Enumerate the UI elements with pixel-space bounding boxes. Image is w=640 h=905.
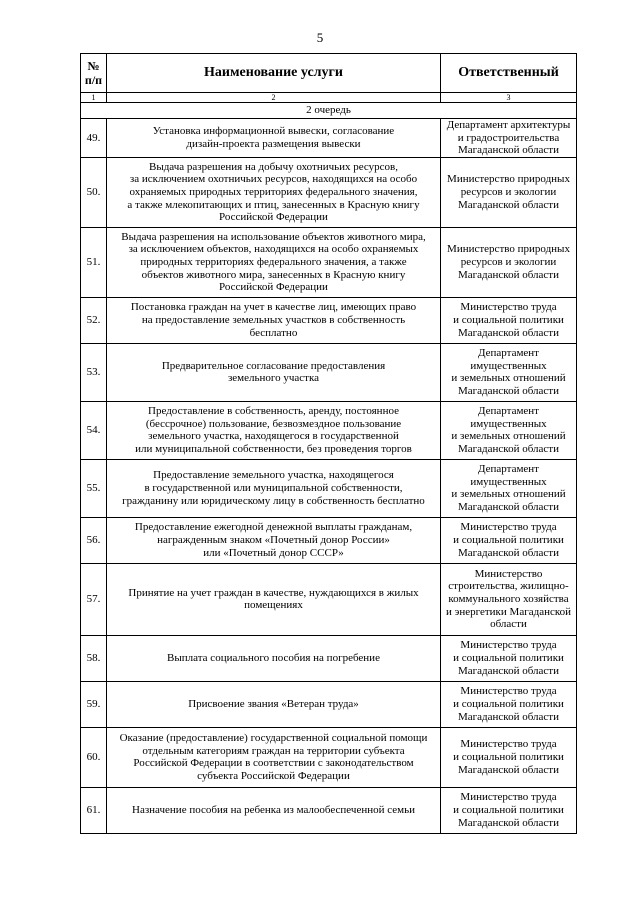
service-name-line: бесплатно xyxy=(249,326,298,339)
service-name-line: награжденным знаком «Почетный донор России» xyxy=(157,533,390,546)
row-number: 51. xyxy=(81,227,107,297)
service-name-line: Предоставление в собственность, аренду, постоянное xyxy=(148,405,399,418)
responsible-cell xyxy=(441,227,577,297)
table-row xyxy=(81,157,577,227)
responsible-line: Магаданской области xyxy=(458,384,559,397)
responsible-line: и социальной политики xyxy=(453,750,564,763)
table-row xyxy=(81,727,577,787)
responsible-line: области xyxy=(490,618,527,631)
responsible-line: и социальной политики xyxy=(453,697,564,710)
column-number: 1 xyxy=(81,93,107,103)
table-row xyxy=(81,227,577,297)
table-row xyxy=(81,401,577,459)
service-name-line: гражданину или юридическому лицу в собственность бесплатно xyxy=(122,494,425,507)
table-row xyxy=(81,563,577,635)
responsible-cell xyxy=(441,563,577,635)
service-name-line: Выдача разрешения на использование объектов животного мира, xyxy=(121,230,426,243)
responsible-line: и социальной политики xyxy=(453,313,564,326)
service-name-line: помещениях xyxy=(244,599,303,612)
responsible-line: Магаданской области xyxy=(458,442,559,455)
row-number: 61. xyxy=(81,787,107,833)
service-name-line: а также млекопитающих и птиц, занесенных в Красную книгу xyxy=(127,198,420,211)
responsible-line: Министерство труда xyxy=(460,738,557,751)
responsible-line: Магаданской области xyxy=(458,664,559,677)
responsible-cell xyxy=(441,157,577,227)
service-name-cell xyxy=(107,681,441,727)
responsible-cell xyxy=(441,343,577,401)
service-name-line: природных территориях федерального значения, а также xyxy=(140,255,407,268)
row-number: 54. xyxy=(81,401,107,459)
service-name-cell xyxy=(107,401,441,459)
table-row xyxy=(81,297,577,343)
responsible-cell xyxy=(441,297,577,343)
services-table xyxy=(80,53,577,834)
service-name-line: земельного участка, находящегося в государственной xyxy=(148,430,399,443)
table-row xyxy=(81,635,577,681)
table-row xyxy=(81,343,577,401)
service-name-cell xyxy=(107,517,441,563)
responsible-line: строительства, жилищно- xyxy=(448,580,569,593)
service-name-line: Предварительное согласование предоставления xyxy=(161,359,386,372)
responsible-line: и социальной политики xyxy=(453,533,564,546)
header-number xyxy=(81,54,107,93)
service-name-cell xyxy=(107,119,441,158)
responsible-cell xyxy=(441,401,577,459)
responsible-line: Магаданской области xyxy=(458,710,559,723)
responsible-line: Министерство труда xyxy=(460,685,557,698)
responsible-line: Магаданской области xyxy=(458,144,559,157)
responsible-line: Министерство труда xyxy=(460,791,557,804)
responsible-line: и социальной политики xyxy=(453,651,564,664)
responsible-line: имущественных xyxy=(470,417,547,430)
responsible-line: Министерство природных xyxy=(447,173,570,186)
row-number: 60. xyxy=(81,727,107,787)
responsible-line: Департамент xyxy=(477,463,539,476)
service-name-line: Присвоение звания «Ветеран труда» xyxy=(188,697,359,710)
service-name-line: в государственной или муниципальной собственности, xyxy=(144,481,403,494)
service-name-cell xyxy=(107,635,441,681)
service-name-line: отдельным категориям граждан на территории субъекта xyxy=(142,744,405,757)
responsible-cell xyxy=(441,787,577,833)
responsible-line: и земельных отношений xyxy=(451,488,566,501)
column-numbers-row xyxy=(81,93,577,103)
responsible-line: Департамент архитектуры xyxy=(446,119,571,131)
service-name-line: Назначение пособия на ребенка из малообеспеченной семьи xyxy=(132,803,415,816)
row-number: 52. xyxy=(81,297,107,343)
service-name-line: (бессрочное) пользование, безвозмездное пользование xyxy=(145,417,402,430)
responsible-cell xyxy=(441,681,577,727)
responsible-line: Департамент xyxy=(477,405,539,418)
header-responsible: Ответственный xyxy=(441,54,577,93)
row-number: 57. xyxy=(81,563,107,635)
service-name-line: Установка информационной вывески, согласование xyxy=(152,125,395,138)
service-name-line: объектов животного мира, занесенных в Красную книгу xyxy=(141,268,406,281)
responsible-line: и социальной политики xyxy=(453,803,564,816)
table-row xyxy=(81,517,577,563)
column-number: 2 xyxy=(107,93,441,103)
responsible-cell xyxy=(441,459,577,517)
responsible-line: и земельных отношений xyxy=(451,372,566,385)
service-name-line: Оказание (предоставление) государственной социальной помощи xyxy=(119,732,428,745)
service-name-line: Выплата социального пособия на погребение xyxy=(167,651,380,664)
service-name-cell xyxy=(107,227,441,297)
responsible-line: Магаданской области xyxy=(458,326,559,339)
service-name-line: охраняемых природных территориях федерального значения, xyxy=(129,185,418,198)
responsible-line: Магаданской области xyxy=(458,198,559,211)
service-name-line: за исключением охотничьих ресурсов, находящихся на особо xyxy=(129,173,418,186)
section-row xyxy=(81,103,577,119)
responsible-line: и земельных отношений xyxy=(451,430,566,443)
service-name-line: Постановка граждан на учет в качестве лиц, имеющих право xyxy=(130,301,417,314)
service-name-line: за исключением объектов, находящихся на особо охраняемых xyxy=(128,243,419,256)
responsible-cell xyxy=(441,119,577,158)
responsible-line: Магаданской области xyxy=(458,816,559,829)
responsible-line: имущественных xyxy=(470,475,547,488)
table-row xyxy=(81,459,577,517)
row-number: 50. xyxy=(81,157,107,227)
service-name-cell xyxy=(107,343,441,401)
service-name-cell xyxy=(107,459,441,517)
responsible-line: имущественных xyxy=(470,359,547,372)
service-name-line: или «Почетный донор СССР» xyxy=(203,546,344,559)
table-row xyxy=(81,119,577,158)
section-label: 2 очередь xyxy=(81,103,577,119)
responsible-line: Министерство природных xyxy=(447,243,570,256)
service-name-cell xyxy=(107,157,441,227)
responsible-line: Министерство xyxy=(474,567,543,580)
service-name-line: субъекта Российской Федерации xyxy=(197,769,350,782)
table-row xyxy=(81,787,577,833)
responsible-line: Магаданской области xyxy=(458,546,559,559)
service-name-line: Принятие на учет граждан в качестве, нуждающихся в жилых xyxy=(128,586,419,599)
service-name-line: Российской Федерации xyxy=(219,281,328,294)
responsible-line: Магаданской области xyxy=(458,763,559,776)
service-name-cell xyxy=(107,787,441,833)
responsible-line: Министерство труда xyxy=(460,639,557,652)
page-number: 5 xyxy=(316,30,324,45)
responsible-line: и градостроительства xyxy=(457,131,560,144)
service-name-line: или муниципальной собственности, без проведения торгов xyxy=(135,442,412,455)
service-name-line: Российской Федерации xyxy=(219,211,328,224)
header-service-name: Наименование услуги xyxy=(107,54,441,93)
service-name-line: на предоставление земельных участков в собственность xyxy=(141,313,406,326)
service-name-line: Предоставление земельного участка, находящегося xyxy=(153,469,394,482)
row-number: 59. xyxy=(81,681,107,727)
responsible-line: ресурсов и экологии xyxy=(460,185,557,198)
service-name-line: земельного участка xyxy=(227,372,320,385)
table-row xyxy=(81,681,577,727)
service-name-cell xyxy=(107,727,441,787)
responsible-line: и энергетики Магаданской xyxy=(445,605,572,618)
responsible-cell xyxy=(441,517,577,563)
responsible-line: ресурсов и экологии xyxy=(460,255,557,268)
responsible-line: Магаданской области xyxy=(458,268,559,281)
header-row xyxy=(81,54,577,93)
row-number: 53. xyxy=(81,343,107,401)
column-number: 3 xyxy=(441,93,577,103)
service-name-cell xyxy=(107,563,441,635)
header-number-line2: п/п xyxy=(84,73,103,87)
responsible-line: коммунального хозяйства xyxy=(448,592,569,605)
row-number: 49. xyxy=(81,119,107,158)
row-number: 58. xyxy=(81,635,107,681)
row-number: 56. xyxy=(81,517,107,563)
responsible-cell xyxy=(441,635,577,681)
service-name-line: дизайн-проекта размещения вывески xyxy=(186,137,361,150)
responsible-line: Магаданской области xyxy=(458,500,559,513)
service-name-line: Выдача разрешения на добычу охотничьих ресурсов, xyxy=(148,160,398,173)
row-number: 55. xyxy=(81,459,107,517)
service-name-cell xyxy=(107,297,441,343)
responsible-line: Министерство труда xyxy=(460,301,557,314)
header-number-line1: № xyxy=(87,59,100,73)
responsible-line: Министерство труда xyxy=(460,521,557,534)
responsible-cell xyxy=(441,727,577,787)
service-name-line: Российской Федерации в соответствии с законодательством xyxy=(133,757,414,770)
responsible-line: Департамент xyxy=(477,347,539,360)
service-name-line: Предоставление ежегодной денежной выплаты гражданам, xyxy=(134,521,413,534)
